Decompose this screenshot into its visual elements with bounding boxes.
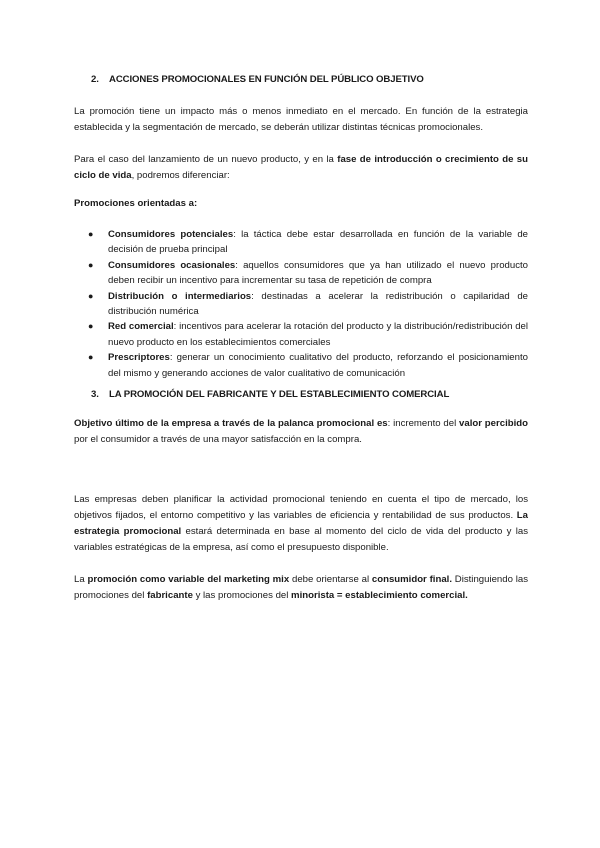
section-3-title: LA PROMOCIÓN DEL FABRICANTE Y DEL ESTABLECIMIENTO COMERCIAL xyxy=(109,389,450,400)
bullet-icon: ● xyxy=(88,352,94,363)
objective-paragraph: Objetivo último de la empresa a través de la palanca promocional es: incremento del valor percibido por el consumidor a través de una mayor satisfacción en la compra. xyxy=(74,418,528,445)
promotion-bullet-list xyxy=(74,227,528,381)
section-3-heading xyxy=(91,389,449,400)
list-item: ● Consumidores potenciales: la táctica debe estar desarrollada en función de la variable de decisión de prueba principal xyxy=(88,229,528,256)
section-3-number: 3. xyxy=(91,389,99,400)
section-2-intro: La promoción tiene un impacto más o menos inmediato en el mercado. En función de la estrategia establecida y la segmentación de mercado, se deberán utilizar distintas técnicas promocionales. xyxy=(74,106,528,133)
launch-paragraph: Para el caso del lanzamiento de un nuevo producto, y en la fase de introducción o crecimiento de su ciclo de vida, podremos diferenciar: xyxy=(74,154,528,181)
section-2-heading xyxy=(91,74,424,85)
list-item: ● Prescriptores: generar un conocimiento cualitativo del producto, reforzando el posicionamiento del mismo y generando acciones de valor cualitativo de comunicación xyxy=(88,352,528,379)
list-item: ● Distribución o intermediarios: destinadas a acelerar la redistribución o capilaridad de distribución numérica xyxy=(88,290,528,318)
list-item: ● Red comercial: incentivos para acelerar la rotación del producto y la distribución/redistribución del nuevo producto en los establecimientos comerciales xyxy=(88,321,529,348)
section-2-title: ACCIONES PROMOCIONALES EN FUNCIÓN DEL PÚBLICO OBJETIVO xyxy=(109,74,424,85)
bullet-icon: ● xyxy=(88,290,94,301)
bullet-icon: ● xyxy=(88,229,94,239)
bullet-icon: ● xyxy=(88,321,94,332)
bullet-icon: ● xyxy=(88,259,94,270)
list-title: Promociones orientadas a: xyxy=(74,198,198,209)
section-2-number: 2. xyxy=(91,74,99,85)
planning-paragraph: Las empresas deben planificar la actividad promocional teniendo en cuenta el tipo de mercado, los objetivos fijados, el entorno competitivo y las variables de eficiencia y rentabilidad de sus productos. La estrategia promocional estará determinada en base al momento del ciclo de vida del producto y las variables estratégicas de la empresa, así como el presupuesto disponible. xyxy=(74,494,528,553)
marketing-mix-paragraph: La promoción como variable del marketing mix debe orientarse al consumidor final. Distinguiendo las promociones del fabricante y las promociones del minorista = establecimiento comercial. xyxy=(74,574,528,601)
list-item: ● Consumidores ocasionales: aquellos consumidores que ya han utilizado el nuevo producto deben recibir un incentivo para incrementar su tasa de repetición de compra xyxy=(88,259,528,287)
